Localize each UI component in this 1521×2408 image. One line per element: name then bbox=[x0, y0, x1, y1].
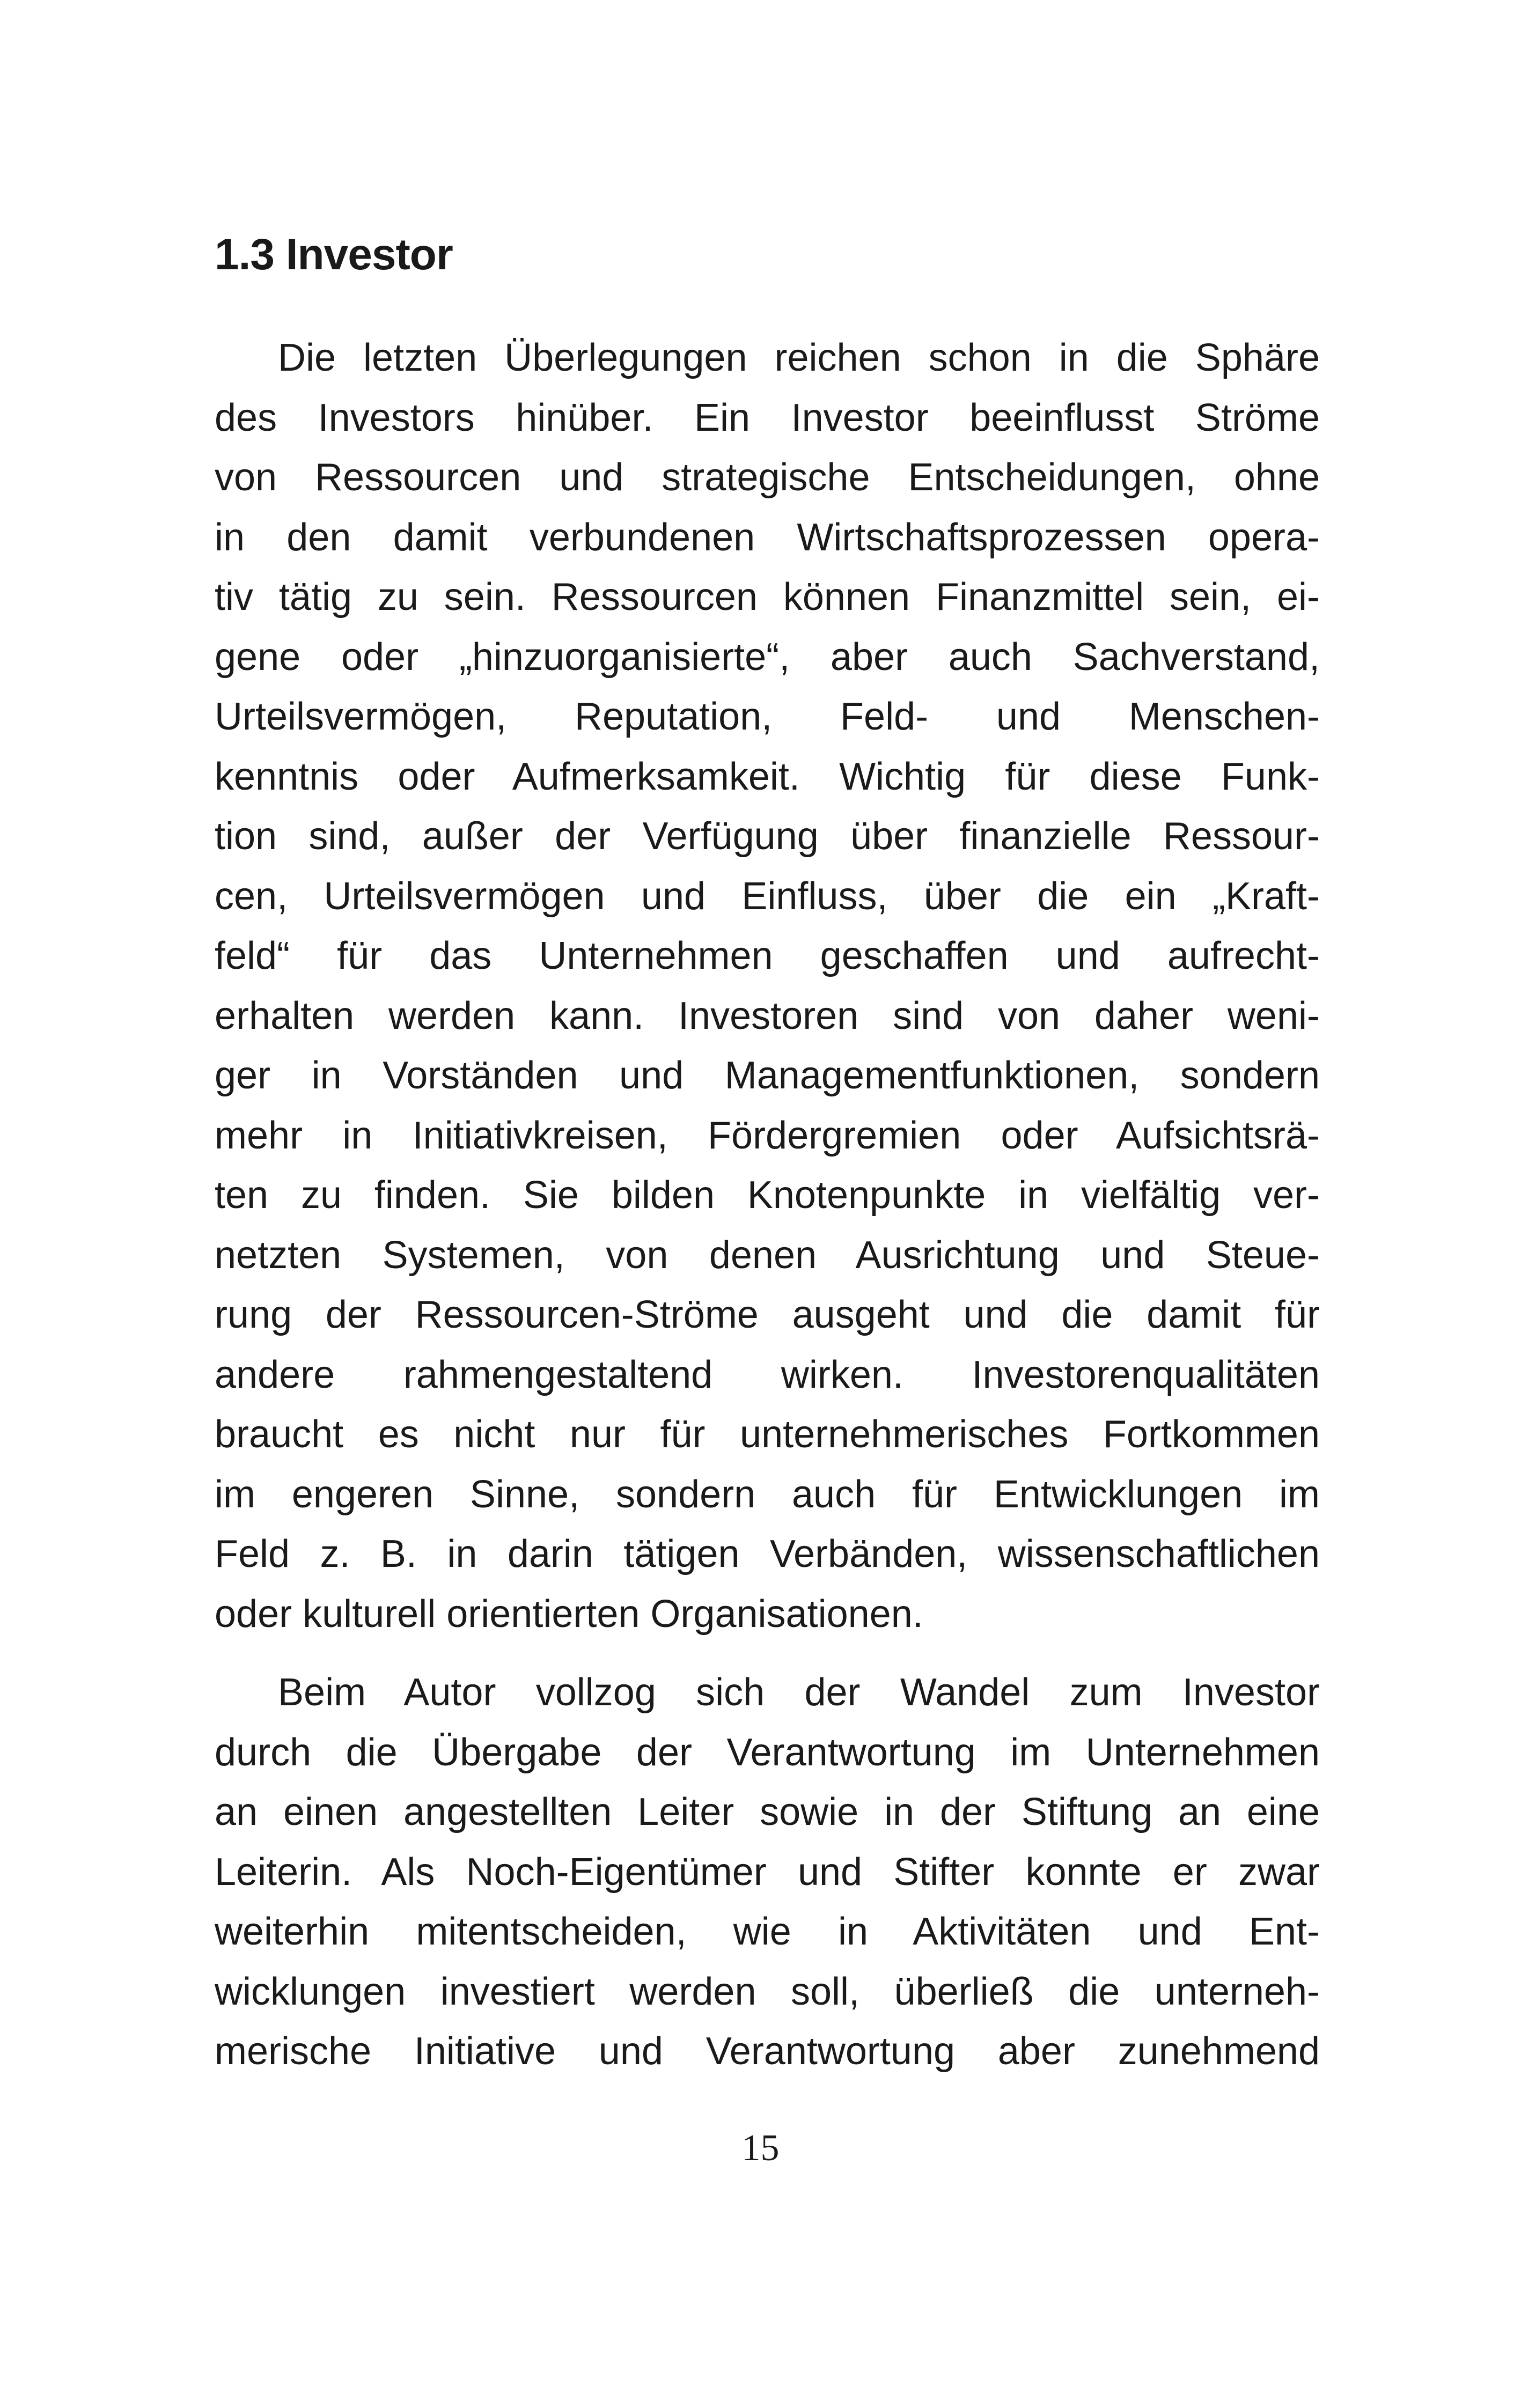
text-line: andere rahmengestaltend wirken. Investorenqualitäten bbox=[215, 1353, 1320, 1396]
text-line: ger in Vorständen und Managementfunktionen, sondern bbox=[215, 1054, 1320, 1097]
text-line: netzten Systemen, von denen Ausrichtung und Steue- bbox=[215, 1233, 1320, 1277]
section-heading: 1.3 Investor bbox=[215, 230, 453, 279]
text-line: oder kulturell orientierten Organisationen. bbox=[215, 1592, 923, 1636]
text-line: braucht es nicht nur für unternehmerisches Fortkommen bbox=[215, 1413, 1320, 1456]
text-line: tion sind, außer der Verfügung über finanzielle Ressour- bbox=[215, 815, 1320, 858]
text-line: im engeren Sinne, sondern auch für Entwicklungen im bbox=[215, 1472, 1320, 1516]
body-paragraph bbox=[215, 328, 1320, 1644]
text-line: in den damit verbundenen Wirtschaftsprozessen opera- bbox=[215, 516, 1320, 559]
text-line: ten zu finden. Sie bilden Knotenpunkte in vielfältig ver- bbox=[215, 1174, 1320, 1217]
text-line: rung der Ressourcen-Ströme ausgeht und die damit für bbox=[215, 1293, 1320, 1336]
text-line: feld“ für das Unternehmen geschaffen und aufrecht- bbox=[215, 934, 1320, 977]
text-line: erhalten werden kann. Investoren sind von daher weni- bbox=[215, 994, 1320, 1037]
text-line: kenntnis oder Aufmerksamkeit. Wichtig für diese Funk- bbox=[215, 755, 1320, 798]
text-line: Beim Autor vollzog sich der Wandel zum Investor bbox=[278, 1671, 1320, 1714]
text-line: des Investors hinüber. Ein Investor beeinflusst Ströme bbox=[215, 396, 1320, 439]
text-line: durch die Übergabe der Verantwortung im Unternehmen bbox=[215, 1730, 1320, 1774]
body-paragraph bbox=[215, 1663, 1320, 2082]
text-line: cen, Urteilsvermögen und Einfluss, über die ein „Kraft- bbox=[215, 874, 1320, 918]
text-line: Die letzten Überlegungen reichen schon in die Sphäre bbox=[278, 336, 1320, 379]
text-line: an einen angestellten Leiter sowie in der Stiftung an eine bbox=[215, 1791, 1320, 1833]
text-line: Feld z. B. in darin tätigen Verbänden, wissenschaftlichen bbox=[215, 1533, 1320, 1575]
text-line: Leiterin. Als Noch-Eigentümer und Stifter konnte er zwar bbox=[215, 1850, 1320, 1894]
text-line: gene oder „hinzuorganisierte“, aber auch Sachverstand, bbox=[215, 635, 1320, 679]
text-line: mehr in Initiativkreisen, Fördergremien oder Aufsichtsrä- bbox=[215, 1114, 1320, 1157]
text-line: tiv tätig zu sein. Ressourcen können Finanzmittel sein, ei- bbox=[215, 576, 1320, 618]
text-line: von Ressourcen und strategische Entscheidungen, ohne bbox=[215, 456, 1320, 499]
text-line: Urteilsvermögen, Reputation, Feld- und Menschen- bbox=[215, 695, 1320, 738]
page-number: 15 bbox=[741, 2127, 780, 2169]
text-line: weiterhin mitentscheiden, wie in Aktivitäten und Ent- bbox=[215, 1910, 1320, 1953]
text-line: merische Initiative und Verantwortung aber zunehmend bbox=[215, 2030, 1320, 2073]
text-line: wicklungen investiert werden soll, überließ die unterneh- bbox=[215, 1970, 1320, 2013]
